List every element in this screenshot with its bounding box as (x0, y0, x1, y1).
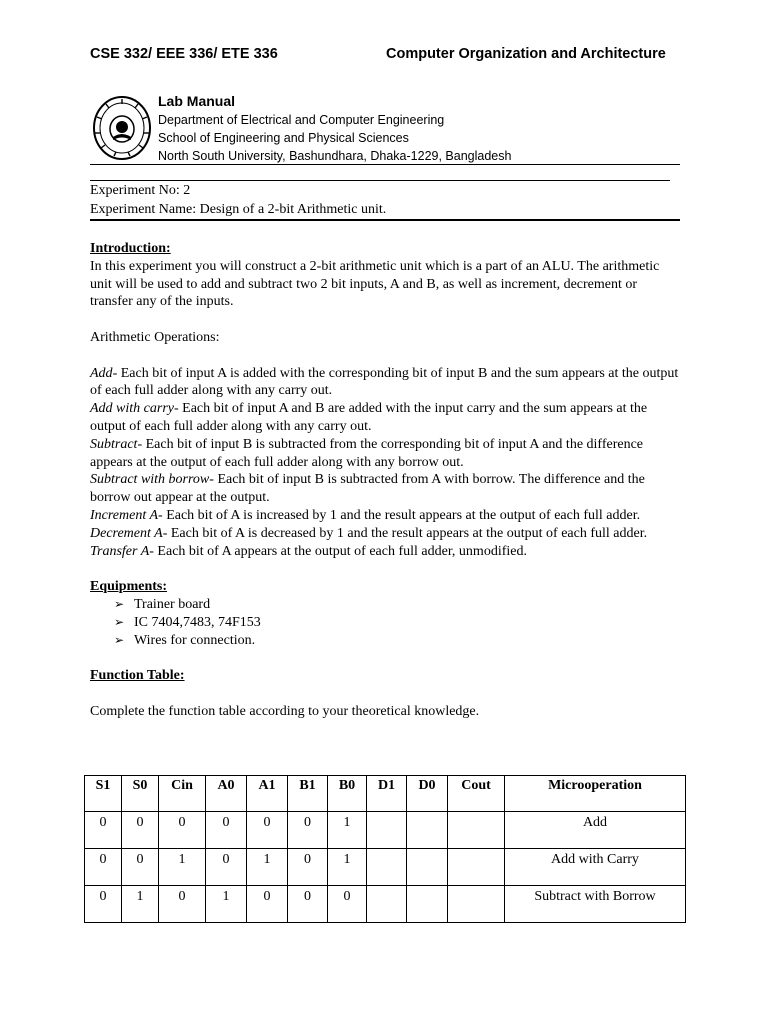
operation-decrement-a (90, 525, 680, 543)
list-item: ➢ IC 7404,7483, 74F153 (114, 614, 261, 630)
table-cell (448, 812, 505, 849)
table-cell (448, 886, 505, 923)
table-cell: 0 (288, 812, 328, 849)
table-row (85, 886, 686, 923)
operation-name: Subtract (90, 436, 138, 452)
column-header: S1 (85, 776, 122, 812)
introduction-text: In this experiment you will construct a 2-bit arithmetic unit which is a part of an ALU. The arithmetic unit will be used to add and subtract two 2 bit inputs, A and B, as well as increment, decrement or transfer any of the inputs. (90, 258, 660, 310)
main-content (90, 240, 680, 721)
operation-subtract (90, 436, 680, 472)
column-header: B1 (288, 776, 328, 812)
operation-desc: - Each bit of input B is subtracted from the corresponding bit of input A and the difference appears at the output of each full adder along with any borrow out. (90, 436, 644, 470)
table-cell: 1 (122, 886, 159, 923)
table-cell (448, 849, 505, 886)
list-item: ➢ Trainer board (114, 596, 211, 612)
university-address: North South University, Bashundhara, Dhaka-1229, Bangladesh (158, 149, 512, 163)
header-rule-top (90, 164, 680, 165)
table-cell: 0 (159, 886, 206, 923)
table-cell: 1 (328, 849, 367, 886)
department-name: Department of Electrical and Computer Engineering (158, 113, 445, 127)
operation-desc: - Each bit of A is decreased by 1 and the result appears at the output of each full adder. (162, 525, 648, 541)
arithmetic-operations-heading: Arithmetic Operations: (90, 329, 220, 345)
function-table-heading: Function Table: (90, 668, 185, 684)
column-header: B0 (328, 776, 367, 812)
table-cell (367, 812, 407, 849)
column-header: S0 (122, 776, 159, 812)
table-cell: 0 (247, 812, 288, 849)
table-cell (407, 849, 448, 886)
column-header: Cout (448, 776, 505, 812)
table-cell: 0 (288, 849, 328, 886)
operation-desc: - Each bit of input A and B are added with the input carry and the sum appears at the output of each full adder along with any carry out. (90, 401, 648, 434)
list-item: ➢ Wires for connection. (114, 632, 256, 648)
arrow-bullet-icon: ➢ (114, 596, 125, 611)
operation-transfer-a (90, 543, 680, 561)
equipments-heading: Equipments: (90, 579, 168, 595)
introduction-heading: Introduction: (90, 241, 171, 256)
arrow-bullet-icon: ➢ (114, 614, 125, 629)
header-rule-second (90, 180, 670, 181)
equipments-list (90, 596, 680, 649)
table-cell: 1 (247, 849, 288, 886)
operation-desc: - Each bit of A is increased by 1 and the result appears at the output of each full adder. (158, 507, 641, 523)
table-cell: 1 (328, 812, 367, 849)
table-cell: 0 (288, 886, 328, 923)
function-table-instruction: Complete the function table according to your theoretical knowledge. (90, 703, 480, 719)
function-table (84, 775, 686, 923)
arrow-bullet-icon: ➢ (114, 632, 125, 647)
column-header: D1 (367, 776, 407, 812)
table-cell: 0 (159, 812, 206, 849)
operation-name: Decrement A (90, 525, 163, 541)
column-header: A0 (206, 776, 247, 812)
table-row (85, 812, 686, 849)
table-cell: 0 (247, 886, 288, 923)
course-title: Computer Organization and Architecture (386, 46, 666, 62)
column-header: Cin (159, 776, 206, 812)
table-cell (407, 886, 448, 923)
table-cell: Add with Carry (505, 849, 686, 886)
lab-manual-title: Lab Manual (158, 93, 236, 109)
table-header-row (85, 776, 686, 812)
table-cell (407, 812, 448, 849)
table-cell (367, 849, 407, 886)
table-cell: 0 (85, 812, 122, 849)
operation-add (90, 365, 680, 401)
table-cell: 0 (85, 849, 122, 886)
experiment-number: Experiment No: 2 (90, 183, 191, 198)
operation-desc: - Each bit of A appears at the output of each full adder, unmodified. (149, 543, 527, 559)
course-codes: CSE 332/ EEE 336/ ETE 336 (90, 46, 278, 62)
operation-desc: - Each bit of input B is subtracted from A with borrow. The difference and the borrow out appear at the output. (90, 472, 645, 506)
table-cell: 0 (85, 886, 122, 923)
table-row (85, 849, 686, 886)
operation-name: Transfer A (90, 543, 150, 559)
experiment-name: Experiment Name: Design of a 2-bit Arithmetic unit. (90, 202, 387, 217)
table-cell: 0 (328, 886, 367, 923)
table-cell (367, 886, 407, 923)
column-header: D0 (407, 776, 448, 812)
operation-add-with-carry (90, 400, 680, 436)
operation-name: Add with carry (90, 401, 174, 417)
school-name: School of Engineering and Physical Sciences (158, 131, 409, 145)
table-cell: Subtract with Borrow (505, 886, 686, 923)
experiment-rule (90, 219, 680, 221)
table-cell: 1 (206, 886, 247, 923)
table-cell: 0 (206, 812, 247, 849)
table-cell: 0 (206, 849, 247, 886)
operation-subtract-with-borrow (90, 471, 680, 507)
table-cell: 0 (122, 812, 159, 849)
column-header: Microoperation (505, 776, 686, 812)
table-cell: 1 (159, 849, 206, 886)
operation-name: Add (90, 365, 113, 381)
table-cell: 0 (122, 849, 159, 886)
operation-desc: - Each bit of input A is added with the corresponding bit of input B and the sum appears at the output of each full adder along with any carry out. (90, 365, 679, 399)
operation-increment-a (90, 507, 680, 525)
column-header: A1 (247, 776, 288, 812)
operation-name: Subtract with borrow (90, 472, 210, 488)
operation-name: Increment A (90, 507, 159, 523)
table-cell: Add (505, 812, 686, 849)
university-seal-logo (92, 95, 152, 161)
